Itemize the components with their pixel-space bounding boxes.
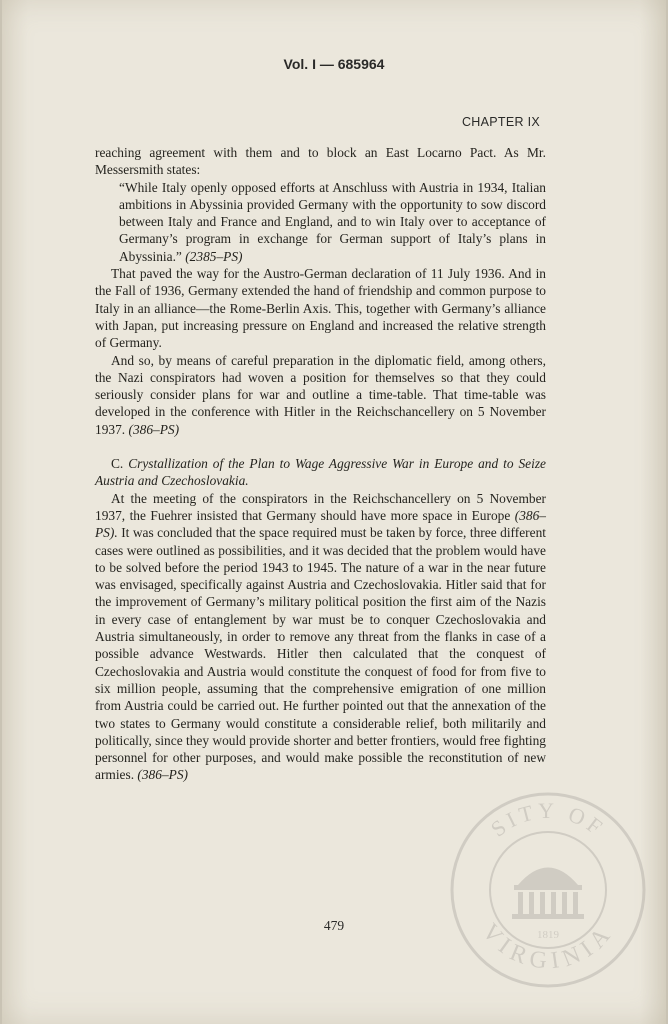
paragraph-1: reaching agreement with them and to block an East Locarno Pact. As Mr. Messersmith states: bbox=[95, 145, 546, 178]
document-page bbox=[2, 0, 666, 1024]
paragraph-3-citation: (386–PS) bbox=[128, 421, 180, 437]
paragraph-4-text-a: At the meeting of the conspirators in the Reichschancellery on 5 November 1937, the Fuehrer insisted that Germany should have more space in Europe bbox=[95, 490, 546, 523]
section-gap bbox=[95, 438, 546, 455]
block-quote bbox=[95, 179, 546, 265]
section-heading bbox=[95, 455, 546, 490]
paragraph-4-citation-2: (386–PS) bbox=[137, 767, 188, 783]
paragraph-4 bbox=[95, 490, 546, 784]
page-number: 479 bbox=[323, 918, 345, 933]
paragraph-4-citation-1: (386–PS). bbox=[95, 507, 546, 541]
volume-header: Vol. I — 685964 bbox=[283, 56, 385, 72]
section-letter: C. bbox=[111, 456, 124, 472]
paragraph-3-text: And so, by means of careful preparation in the diplomatic field, among others, the Nazi conspirators had woven a position for themselves so that they could seriously consider plans for war and outline a time-table. That time-table was developed in the conference with Hitler in the Reichschancellery on 5 November 1937. bbox=[95, 352, 546, 437]
chapter-heading: CHAPTER IX bbox=[461, 115, 540, 129]
paragraph-4-text-b: It was concluded that the space required must be taken by force, three different cases were outlined as possibilities, and it was decided that the problem would have to be solved before the period 1943 to 1945. The nature of a war in the near future was envisaged, specifically against Austria and Czechoslovakia. Hitler said that for the improvement of Germany’s military political position the first aim of the Nazis in every case of entanglement by war must be to conquer Czechoslovakia and Austria simultaneously, in order to remove any threat from the flanks in case of a possible advance Westwards. Hitler then calculated that the conquest of Czechoslovakia and Austria would constitute the conquest of food for from five to six million people, assuming that the comprehensive emigration of one million from Austria could be carried out. He further pointed out that the annexation of the two states to Germany would constitute a considerable relief, both militarily and politically, since they would provide shorter and better frontiers, would free fighting personnel for other purposes, and would make possible the reconstitution of new armies. bbox=[95, 525, 546, 783]
seal-top-text: SITY OF bbox=[485, 797, 611, 842]
body-text bbox=[95, 144, 546, 784]
paragraph-2: That paved the way for the Austro-German declaration of 11 July 1936. And in the Fall of 1936, Germany extended the hand of friendship and common purpose to Italy in an alliance—the Rome-Berlin Axis. This, together with Germany’s alliance with Japan, put increasing pressure on England and increased the relative strength of Germany. bbox=[95, 266, 546, 351]
quote-citation: (2385–PS) bbox=[185, 248, 243, 264]
section-title: Crystallization of the Plan to Wage Aggressive War in Europe and to Seize Austria and Czechoslovakia. bbox=[95, 456, 546, 489]
seal-bottom-text: VIRGINIA bbox=[476, 918, 620, 975]
paragraph-3 bbox=[95, 352, 546, 438]
university-seal-watermark bbox=[448, 790, 648, 990]
rotunda-icon bbox=[512, 868, 584, 920]
quote-text: “While Italy openly opposed efforts at Anschluss with Austria in 1934, Italian ambitions in Abyssinia provided Germany with the opportunity to sow discord between Italy and France and England, and to win Italy over to acceptance of Germany’s program in exchange for German support of Italy’s plans in Abyssinia.” bbox=[119, 179, 546, 264]
seal-year: 1819 bbox=[537, 929, 559, 941]
